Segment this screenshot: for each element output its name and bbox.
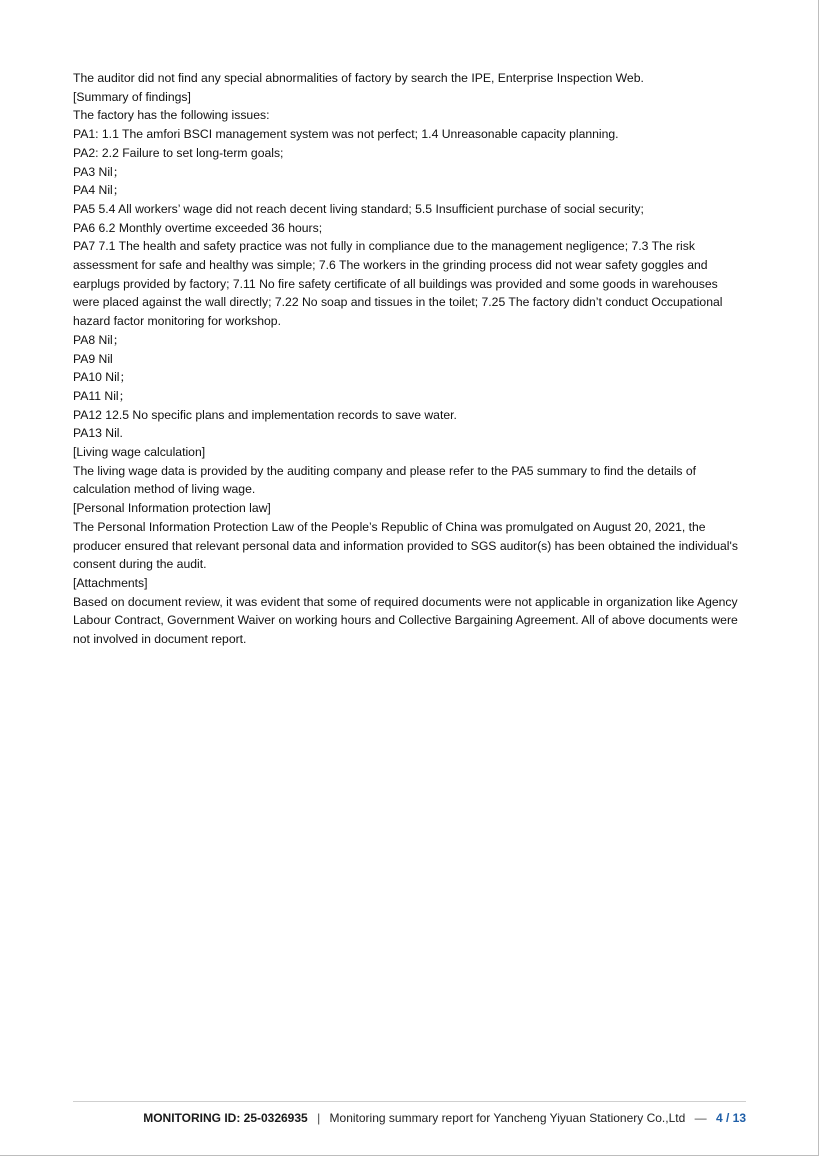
finding-item: PA9 Nil: [73, 351, 113, 366]
finding-item: PA1: 1.1 The amfori BSCI management system was not perfect; 1.4 Unreasonable capacity planning.: [73, 127, 619, 142]
section-heading: [Living wage calculation]: [73, 445, 206, 460]
footer-separator: |: [317, 1111, 321, 1125]
paragraph: The Personal Information Protection Law of the People’s Republic of China was promulgated on August 20, 2021, the producer ensured that relevant personal data and information provided to SGS auditor(s) has been obtained the individual's consent during the audit.: [73, 519, 738, 572]
finding-item: PA2: 2.2 Failure to set long-term goals;: [73, 145, 284, 160]
finding-item: PA6 6.2 Monthly overtime exceeded 36 hours;: [73, 220, 323, 235]
footer-divider: [73, 1101, 746, 1102]
section-heading: [Summary of findings]: [73, 89, 191, 104]
paragraph: The living wage data is provided by the auditing company and please refer to the PA5 summary to find the details of calculation method of living wage.: [73, 463, 697, 497]
finding-item: PA5 5.4 All workers’ wage did not reach decent living standard; 5.5 Insufficient purchase of social security;: [73, 201, 644, 216]
page-number: 4 / 13: [715, 1111, 746, 1125]
finding-item: PA12 12.5 No specific plans and implementation records to save water.: [73, 407, 457, 422]
finding-item: PA11 Nil；: [73, 388, 131, 403]
section-heading: [Attachments]: [73, 575, 148, 590]
finding-item: PA8 Nil；: [73, 332, 125, 347]
report-title: Monitoring summary report for Yancheng Yiyuan Stationery Co.,Ltd: [329, 1111, 686, 1125]
section-heading: [Personal Information protection law]: [73, 501, 271, 516]
footer-dash: —: [694, 1111, 707, 1125]
paragraph: The auditor did not find any special abnormalities of factory by search the IPE, Enterprise Inspection Web.: [73, 71, 644, 85]
paragraph: Based on document review, it was evident that some of required documents were not applicable in organization like Agency Labour Contract, Government Waiver on working hours and Collective Bargaining Agreement. All of above documents were not involved in document report.: [73, 594, 738, 647]
page-footer: [73, 1110, 746, 1126]
monitoring-id: MONITORING ID: 25-0326935: [143, 1111, 308, 1125]
paragraph: The factory has the following issues:: [73, 108, 270, 123]
finding-item: PA4 Nil；: [73, 183, 125, 198]
finding-item: PA10 Nil；: [73, 370, 132, 385]
finding-item: PA13 Nil.: [73, 426, 123, 441]
finding-item: PA3 Nil；: [73, 164, 125, 179]
finding-item: PA7 7.1 The health and safety practice was not fully in compliance due to the management negligence; 7.3 The risk assessment for safe and healthy was simple; 7.6 The workers in the grinding process did not wear safety goggles and earplugs provided by factory; 7.11 No fire safety certificate of all buildings was provided and some goods in warehouses were placed against the wall directly; 7.22 No soap and tissues in the toilet; 7.25 The factory didn’t conduct Occupational hazard factor monitoring for workshop.: [73, 239, 723, 329]
document-body: [73, 69, 743, 649]
